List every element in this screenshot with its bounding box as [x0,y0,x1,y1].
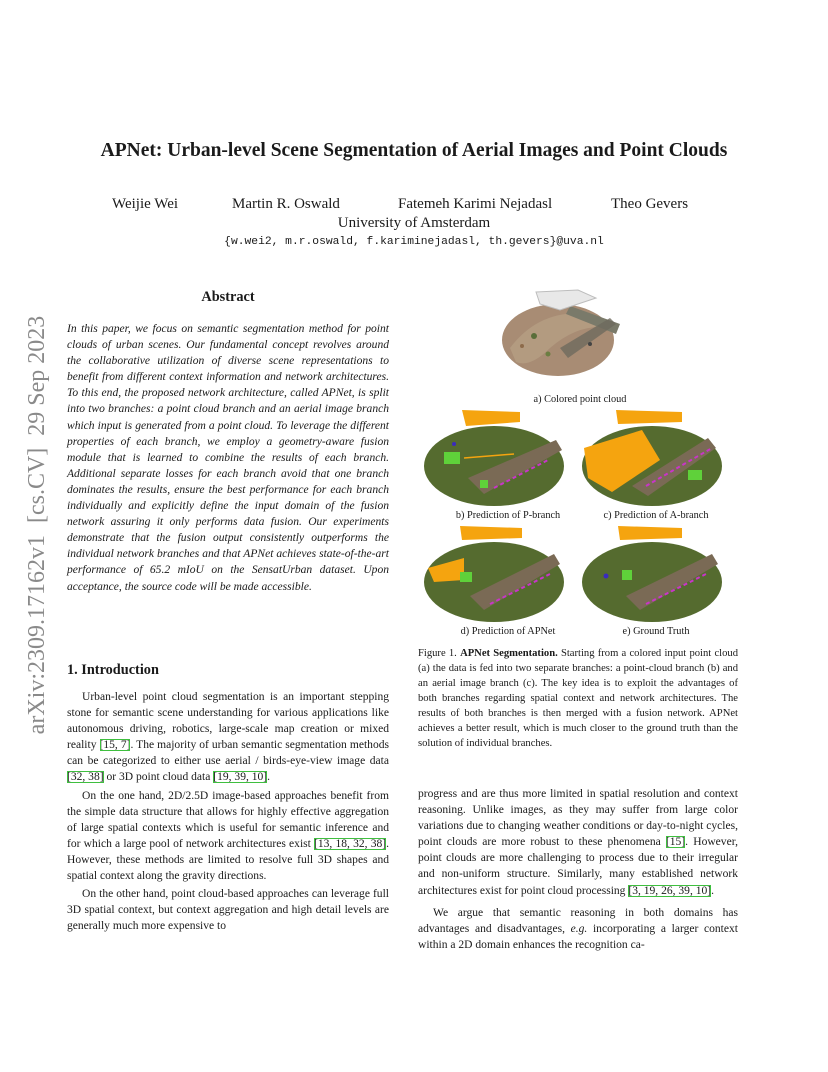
citation-link[interactable]: [13, 18, 32, 38] [314,837,387,850]
figure-panel-label: b) Prediction of P-branch [455,510,561,521]
figure-panel-label: c) Prediction of A-branch [603,510,709,521]
paragraph: On the other hand, point cloud-based approaches can leverage full 3D spatial context, but context aggregation and high detail levels are generally much more expensive to [67,888,389,933]
abstract-heading: Abstract [201,289,255,305]
citation-link[interactable]: [32, 38] [67,771,104,784]
section-heading: 1. Introduction [67,662,159,678]
paragraph: progress and are thus more limited in spatial resolution and context reasoning. Unlike images, as they may suffer from large color variations due to changing weather conditions or day-to-night cycles, point clouds are more robust to these phenomena [15]. However, point clouds are more challenging to process due to their irregular and non-uniform structure. Similarly, many established network architectures exist for point cloud processing [3, 19, 26, 39, 10]. [418,788,738,897]
paragraph: On the one hand, 2D/2.5D image-based approaches benefit from the simple data structure that allows for highly effective aggregation of large spatial contexts which is useful for semantic inference and for which a large pool of network architectures exist [13, 18, 32, 38]. However, these methods are limited to resolve full 3D shapes and spatial context along the gravity directions. [67,789,389,883]
paragraph: Urban-level point cloud segmentation is an important stepping stone for semantic scene understanding for various applications like autonomous driving, robotics, large-scale map creation or mixed reality [15, 7]. The majority of urban semantic segmentation methods can be categorized to either use aerial / birds-eye-view image data [32, 38] or 3D point cloud data [19, 39, 10]. [67,691,389,784]
abstract-text: In this paper, we focus on semantic segmentation method for point clouds of urban scenes. Our fundamental concept revolves around the collaborative utilization of diverse scene representations to benefit from different context information and network architectures. To this end, the proposed network architecture, called APNet, is split into two branches: a point cloud branch and an aerial image branch which input is generated from a point cloud. To leverage the different properties of each branch, we employ a geometry-aware fusion module that is learned to combine the results of each branch. Additional separate losses for each branch avoid that one branch dominates the results, ensure the best performance for each branch individually and explicitly define the input domain of the fusion network assuring it only performs data fusion. Our experiments demonstrate that the fusion output consistently outperforms the individual network branches and that APNet achieves state-of-the-art performance of 65.2 mIoU on the SensatUrban dataset. Upon acceptance, the source code will be made accessible. [67,323,389,593]
figure-panel-a-branch [582,408,722,508]
affiliation: University of Amsterdam [337,215,491,231]
paper-title: APNet: Urban-level Scene Segmentation of Aerial Images and Point Clouds [100,140,728,161]
figure-panel-p-branch [424,408,564,508]
figure-panel-ground-truth [582,524,722,624]
figure-panel-label: d) Prediction of APNet [460,626,556,637]
intro-left-column [67,689,389,934]
citation-link[interactable]: [15, 7] [99,739,131,752]
figure-panel-colored-point-cloud [500,288,620,388]
figure-caption: Figure 1. APNet Segmentation. Starting from a colored input point cloud (a) the data is fed into two separate branches: a point-cloud branch (b) and an aerial image branch (c). The key idea is to exploit the advantages of both branches regarding spatial context and network architectures. The results of both branches is then merged with a fusion network. APNet achieves a better result, which is much closer to the ground truth than the solution of individual branches. [418,648,738,749]
author-name: Theo Gevers [611,196,689,212]
citation-link[interactable]: [19, 39, 10] [213,771,268,784]
figure-panel-apnet [424,524,564,624]
author-name: Fatemeh Karimi Nejadasl [398,196,553,212]
author-name: Weijie Wei [112,196,179,212]
intro-right-column [418,786,738,953]
author-emails: {w.wei2, m.r.oswald, f.kariminejadasl, th.gevers}@uva.nl [224,236,604,248]
arxiv-stamp: arXiv:2309.17162v1 [cs.CV] 29 Sep 2023 [24,315,50,735]
paragraph: We argue that semantic reasoning in both domains has advantages and disadvantages, e.g. incorporating a larger context within a 2D domain enhances the recognition ca- [418,906,738,951]
author-name: Martin R. Oswald [232,196,340,212]
figure-panel-label: a) Colored point cloud [533,394,627,405]
citation-link[interactable]: [3, 19, 26, 39, 10] [628,884,712,897]
citation-link[interactable]: [15] [665,836,686,849]
figure-panel-label: e) Ground Truth [622,626,690,637]
